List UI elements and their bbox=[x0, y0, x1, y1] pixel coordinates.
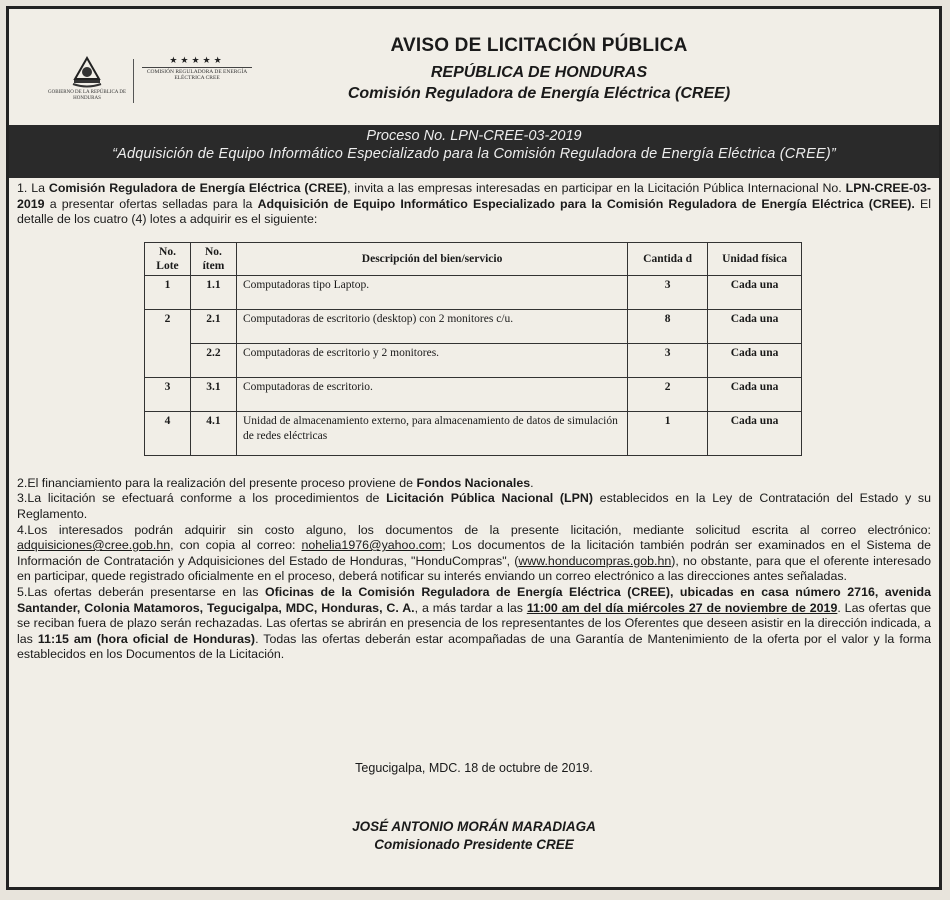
table-row bbox=[145, 411, 802, 455]
process-description: “Adquisición de Equipo Informático Especializado para la Comisión Reguladora de Energía Eléctrica (CREE)” bbox=[112, 146, 836, 162]
cell-item: 3.1 bbox=[190, 377, 236, 411]
cell-description: Computadoras tipo Laptop. bbox=[236, 275, 627, 309]
text: , a más tardar a las bbox=[414, 600, 527, 615]
cell-description: Computadoras de escritorio (desktop) con 2 monitores c/u. bbox=[236, 309, 627, 343]
cell-item: 1.1 bbox=[190, 275, 236, 309]
text: 1. La bbox=[17, 181, 49, 195]
text: ), no obstante, para que el oferente interesado en participar, quede registrado oficialmente en el proceso, deberá notificar su interés enviando un correo electrónico a las direcciones antes señaladas. bbox=[17, 553, 931, 584]
text: . bbox=[530, 475, 534, 490]
email-link-adquisiciones[interactable]: adquisiciones@cree.gob.hn bbox=[17, 538, 171, 553]
cell-description: Computadoras de escritorio. bbox=[236, 377, 627, 411]
text-bold: Adquisición de Equipo Informático Especializado para la Comisión Reguladora de Energía Eléctrica (CREE). bbox=[257, 196, 915, 211]
lots-table bbox=[144, 242, 802, 456]
table-row bbox=[145, 275, 802, 309]
cell-quantity: 8 bbox=[628, 309, 708, 343]
text: , invita a las empresas interesadas en participar en la Licitación Pública Internacional No. bbox=[347, 181, 846, 195]
header-item: No. ítem bbox=[190, 242, 236, 275]
logo-divider bbox=[133, 59, 134, 103]
cree-logo bbox=[142, 55, 252, 81]
text: , con copia al correo: bbox=[170, 538, 302, 553]
text: 2.El financiamiento para la realización del presente proceso proviene de bbox=[17, 475, 417, 490]
paragraph-3 bbox=[17, 491, 931, 522]
process-number: Proceso No. LPN-CREE-03-2019 bbox=[366, 128, 582, 144]
cell-description: Computadoras de escritorio y 2 monitores. bbox=[236, 343, 627, 377]
paragraph-5 bbox=[17, 585, 931, 663]
place-date: Tegucigalpa, MDC. 18 de octubre de 2019. bbox=[355, 761, 593, 775]
header-quantity: Cantida d bbox=[628, 242, 708, 275]
cell-item: 4.1 bbox=[190, 411, 236, 455]
table-header-row bbox=[145, 242, 802, 275]
text-bold: Licitación Pública Nacional (LPN) bbox=[386, 491, 593, 506]
title-block bbox=[309, 35, 769, 103]
government-caption: GOBIERNO DE LA REPÚBLICA DE HONDURAS bbox=[47, 90, 127, 101]
cell-description: Unidad de almacenamiento externo, para almacenamiento de datos de simulación de redes eléctricas bbox=[236, 411, 627, 455]
cell-lote: 2 bbox=[145, 309, 191, 377]
text-bold: 11:15 am (hora oficial de Honduras) bbox=[37, 631, 256, 646]
cell-unit: Cada una bbox=[708, 275, 802, 309]
header-unit: Unidad física bbox=[708, 242, 802, 275]
logo-rule bbox=[142, 67, 252, 68]
text: 4.Los interesados podrán adquirir sin costo alguno, los documentos de la presente licitación, mediante solicitud escrita al correo electrónico: bbox=[17, 522, 931, 537]
text: 3.La licitación se efectuará conforme a los procedimientos de bbox=[17, 491, 387, 506]
cell-quantity: 2 bbox=[628, 377, 708, 411]
text: establecidos en la Ley de Contratación del Estado y su Reglamento. bbox=[17, 491, 931, 521]
logos bbox=[47, 55, 267, 115]
honducompras-link[interactable]: www.honducompras.gob.hn bbox=[518, 553, 672, 568]
cell-item: 2.2 bbox=[190, 343, 236, 377]
cell-unit: Cada una bbox=[708, 411, 802, 455]
government-seal-logo bbox=[47, 55, 127, 102]
cree-caption: COMISIÓN REGULADORA DE ENERGÍA ELÉCTRICA CREE bbox=[146, 69, 248, 81]
cell-lote: 1 bbox=[145, 275, 191, 309]
text: . Todas las ofertas deberán estar acompañadas de una Garantía de Mantenimiento de la oferta por el valor y la forma establecidos en los Documentos de la Licitación. bbox=[17, 631, 931, 662]
notice-body bbox=[17, 181, 931, 663]
signer-role: Comisionado Presidente CREE bbox=[374, 837, 574, 852]
text: . Las ofertas que se reciban fuera de plazo serán rechazadas. Las ofertas se abrirán en presencia de los representantes de los Oferentes que deseen asistir en la dirección indicada, a las bbox=[17, 600, 931, 646]
text: a presentar ofertas selladas para la bbox=[44, 196, 258, 211]
email-link-nohelia[interactable]: nohelia1976@yahoo.com bbox=[301, 538, 443, 553]
header-lote: No. Lote bbox=[145, 242, 191, 275]
stars-icon: ★★★★★ bbox=[169, 55, 225, 65]
notice-frame bbox=[6, 6, 942, 890]
signer-name: JOSÉ ANTONIO MORÁN MARADIAGA bbox=[352, 819, 596, 834]
paragraph-4 bbox=[17, 523, 931, 585]
text-bold: Fondos Nacionales bbox=[416, 475, 531, 490]
text: ; Los documentos de la licitación también podrán ser examinados en el Sistema de Información de Contratación y Adquisiciones del Estado de Honduras, "HonduCompras", ( bbox=[17, 538, 931, 568]
cell-lote: 3 bbox=[145, 377, 191, 411]
deadline-text: 11:00 am del día miércoles 27 de noviembre de 2019 bbox=[526, 600, 838, 615]
country-name: REPÚBLICA DE HONDURAS bbox=[430, 64, 648, 81]
coat-of-arms-icon bbox=[70, 55, 104, 89]
cell-quantity: 3 bbox=[628, 275, 708, 309]
entity-name: Comisión Reguladora de Energía Eléctrica (CREE) bbox=[347, 85, 731, 102]
cell-lote: 4 bbox=[145, 411, 191, 455]
text-bold: LPN-CREE-03-2019 bbox=[17, 181, 931, 211]
text-bold: Comisión Reguladora de Energía Eléctrica (CREE) bbox=[48, 181, 348, 195]
cell-unit: Cada una bbox=[708, 343, 802, 377]
notice-title: AVISO DE LICITACIÓN PÚBLICA bbox=[390, 35, 688, 56]
cell-item: 2.1 bbox=[190, 309, 236, 343]
process-banner bbox=[9, 125, 939, 178]
paragraph-2 bbox=[17, 476, 931, 492]
table-row bbox=[145, 343, 802, 377]
table-row bbox=[145, 377, 802, 411]
text: El detalle de los cuatro (4) lotes a adquirir es el siguiente: bbox=[17, 196, 932, 227]
table-row bbox=[145, 309, 802, 343]
notice-header bbox=[9, 9, 939, 125]
cell-quantity: 3 bbox=[628, 343, 708, 377]
paragraph-1 bbox=[17, 181, 931, 228]
text-bold: Oficinas de la Comisión Reguladora de Energía Eléctrica (CREE), ubicadas en casa número 2716, avenida Santander, Colonia Matamoros, Tegucigalpa, MDC, Honduras, C. A. bbox=[17, 584, 931, 615]
cell-unit: Cada una bbox=[708, 309, 802, 343]
cell-unit: Cada una bbox=[708, 377, 802, 411]
text: 5.Las ofertas deberán presentarse en las bbox=[17, 584, 266, 599]
cell-quantity: 1 bbox=[628, 411, 708, 455]
header-description: Descripción del bien/servicio bbox=[236, 242, 627, 275]
